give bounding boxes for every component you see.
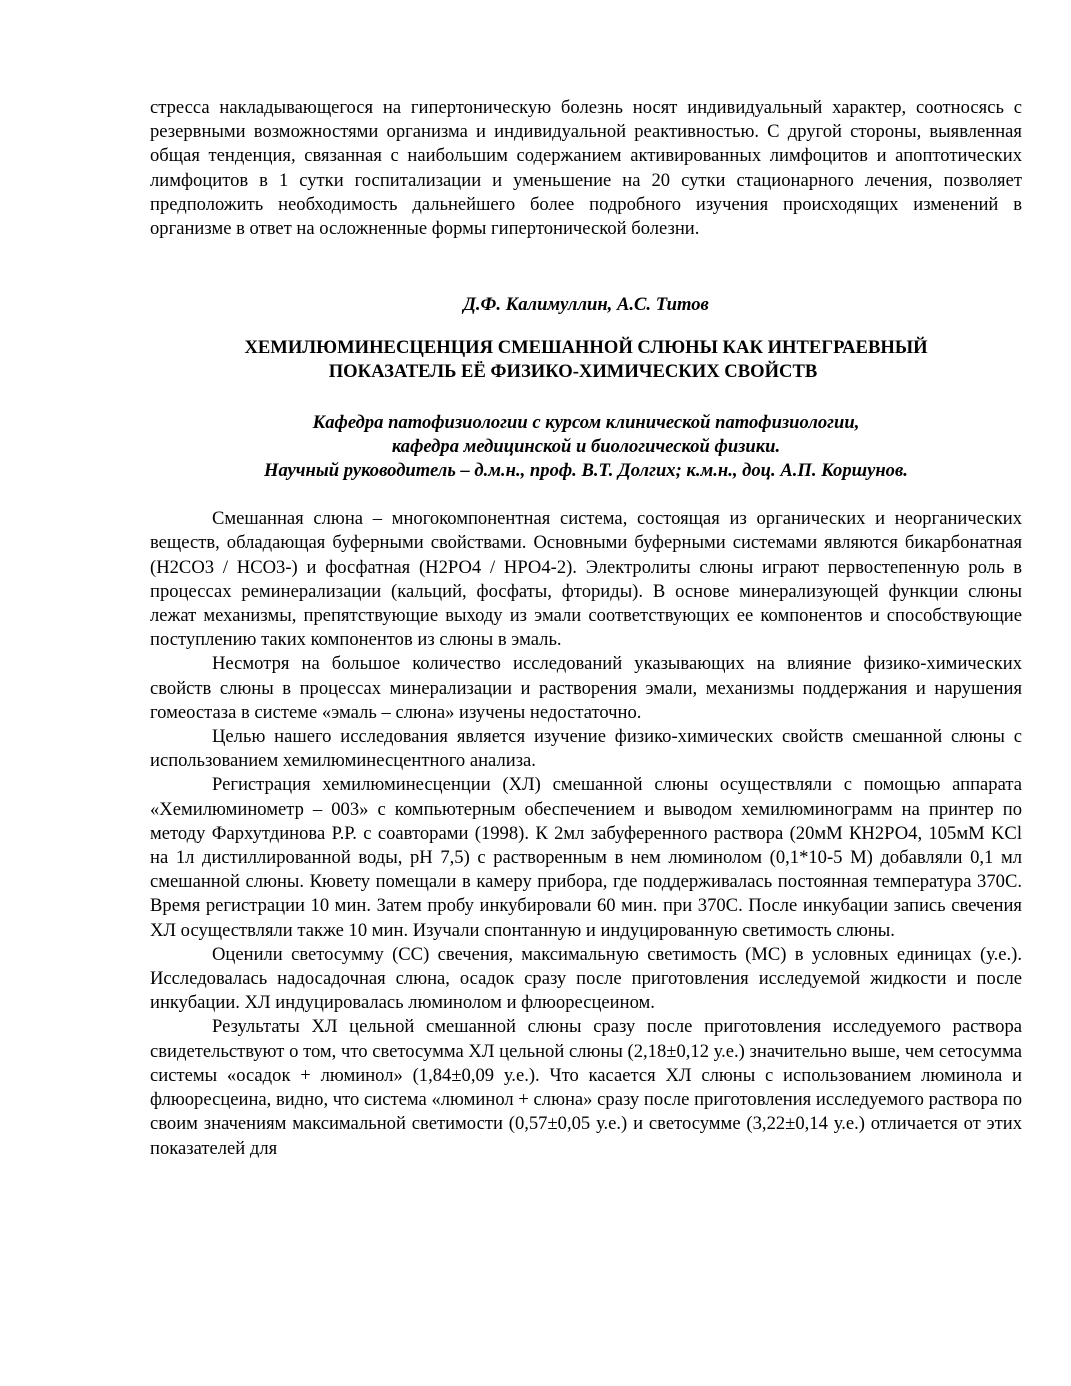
- body-paragraph: Несмотря на большое количество исследований указывающих на влияние физико-химических свойств слюны в процессах минерализации и растворения эмали, механизмы поддержания и нарушения гомеостаза в системе «эмаль – слюна» изучены недостаточно.: [150, 653, 1022, 723]
- body-paragraph: Целью нашего исследования является изучение физико-химических свойств смешанной слюны с использованием хемилюминесцентного анализа.: [150, 726, 1022, 772]
- body-paragraph: Результаты ХЛ цельной смешанной слюны сразу после приготовления исследуемого раствора свидетельствуют о том, что светосумма ХЛ цельной слюны (2,18±0,12 у.е.) значительно выше, чем сетосумма системы «осадок + люминол» (1,84±0,09 у.е.). Что касается ХЛ слюны с использованием люминола и флюоресцеина, видно, что система «люминол + слюна» сразу после приготовления исследуемого раствора по своим значениям максимальной светимости (0,57±0,05 у.е.) и светосумме (3,22±0,14 у.е.) отличается от этих показателей для: [150, 1016, 1022, 1159]
- article-title: [150, 336, 1022, 384]
- affiliation-line: Кафедра патофизиологии с курсом клинической патофизиологии,: [312, 412, 860, 434]
- article-title-line: ХЕМИЛЮМИНЕСЦЕНЦИЯ СМЕШАННОЙ СЛЮНЫ КАК ИНТЕГРАЕВНЫЙ: [244, 337, 928, 359]
- affiliation-line: кафедра медицинской и биологической физики.: [391, 436, 781, 458]
- body-paragraph: Регистрация хемилюминесценции (ХЛ) смешанной слюны осуществляли с помощью аппарата «Хемилюминометр – 003» с компьютерным обеспечением и выводом хемилюминограмм на принтер по методу Фархутдинова Р.Р. с соавторами (1998). К 2мл забуференного раствора (20мМ КН2РО4, 105мМ KCl на 1л дистиллированной воды, рН 7,5) с растворенным в нем люминолом (0,1*10-5 М) добавляли 0,1 мл смешанной слюны. Кювету помещали в камеру прибора, где поддерживалась постоянная температура 370С. Время регистрации 10 мин. Затем пробу инкубировали 60 мин. при 370С. После инкубации запись свечения ХЛ осуществляли также 10 мин. Изучали спонтанную и индуцированную светимость слюны.: [150, 774, 1022, 941]
- article-authors: Д.Ф. Калимуллин, А.С. Титов: [463, 294, 709, 316]
- body-paragraph: Смешанная слюна – многокомпонентная система, состоящая из органических и неорганических веществ, обладающая буферными свойствами. Основными буферными системами являются бикарбонатная (Н2СО3 / НСО3-) и фосфатная (Н2РО4 / НРО4-2). Электролиты слюны играют первостепенную роль в процессах реминерализации (кальций, фосфаты, фториды). В основе минерализующей функции слюны лежат механизмы, препятствующие выходу из эмали соответствующих ее компонентов и способствующие поступлению таких компонентов из слюны в эмаль.: [150, 508, 1022, 651]
- affiliation-line: Научный руководитель – д.м.н., проф. В.Т. Долгих; к.м.н., доц. А.П. Коршунов.: [264, 460, 908, 482]
- article-affiliation: [150, 411, 1022, 483]
- body-paragraph: Оценили светосумму (СС) свечения, максимальную светимость (МС) в условных единицах (у.е.). Исследовалась надосадочная слюна, осадок сразу после приготовления исследуемой жидкости и после инкубации. ХЛ индуцировалась люминолом и флюоресцеином.: [150, 943, 1022, 1014]
- article-title-line: ПОКАЗАТЕЛЬ ЕЁ ФИЗИКО-ХИМИЧЕСКИХ СВОЙСТВ: [328, 361, 818, 383]
- intro-paragraph: стресса накладывающегося на гипертоническую болезнь носят индивидуальный характер, соотносясь с резервными возможностями организма и индивидуальной реактивностью. С другой стороны, выявленная общая тенденция, связанная с наибольшим содержанием активированных лимфоцитов и апоптотических лимфоцитов в 1 сутки госпитализации и уменьшение на 20 сутки стационарного лечения, позволяет предположить необходимость дальнейшего более подробного изучения происходящих изменений в организме в ответ на осложненные формы гипертонической болезни.: [150, 97, 1022, 240]
- document-page: [150, 96, 1022, 1161]
- article-body: [150, 507, 1022, 1160]
